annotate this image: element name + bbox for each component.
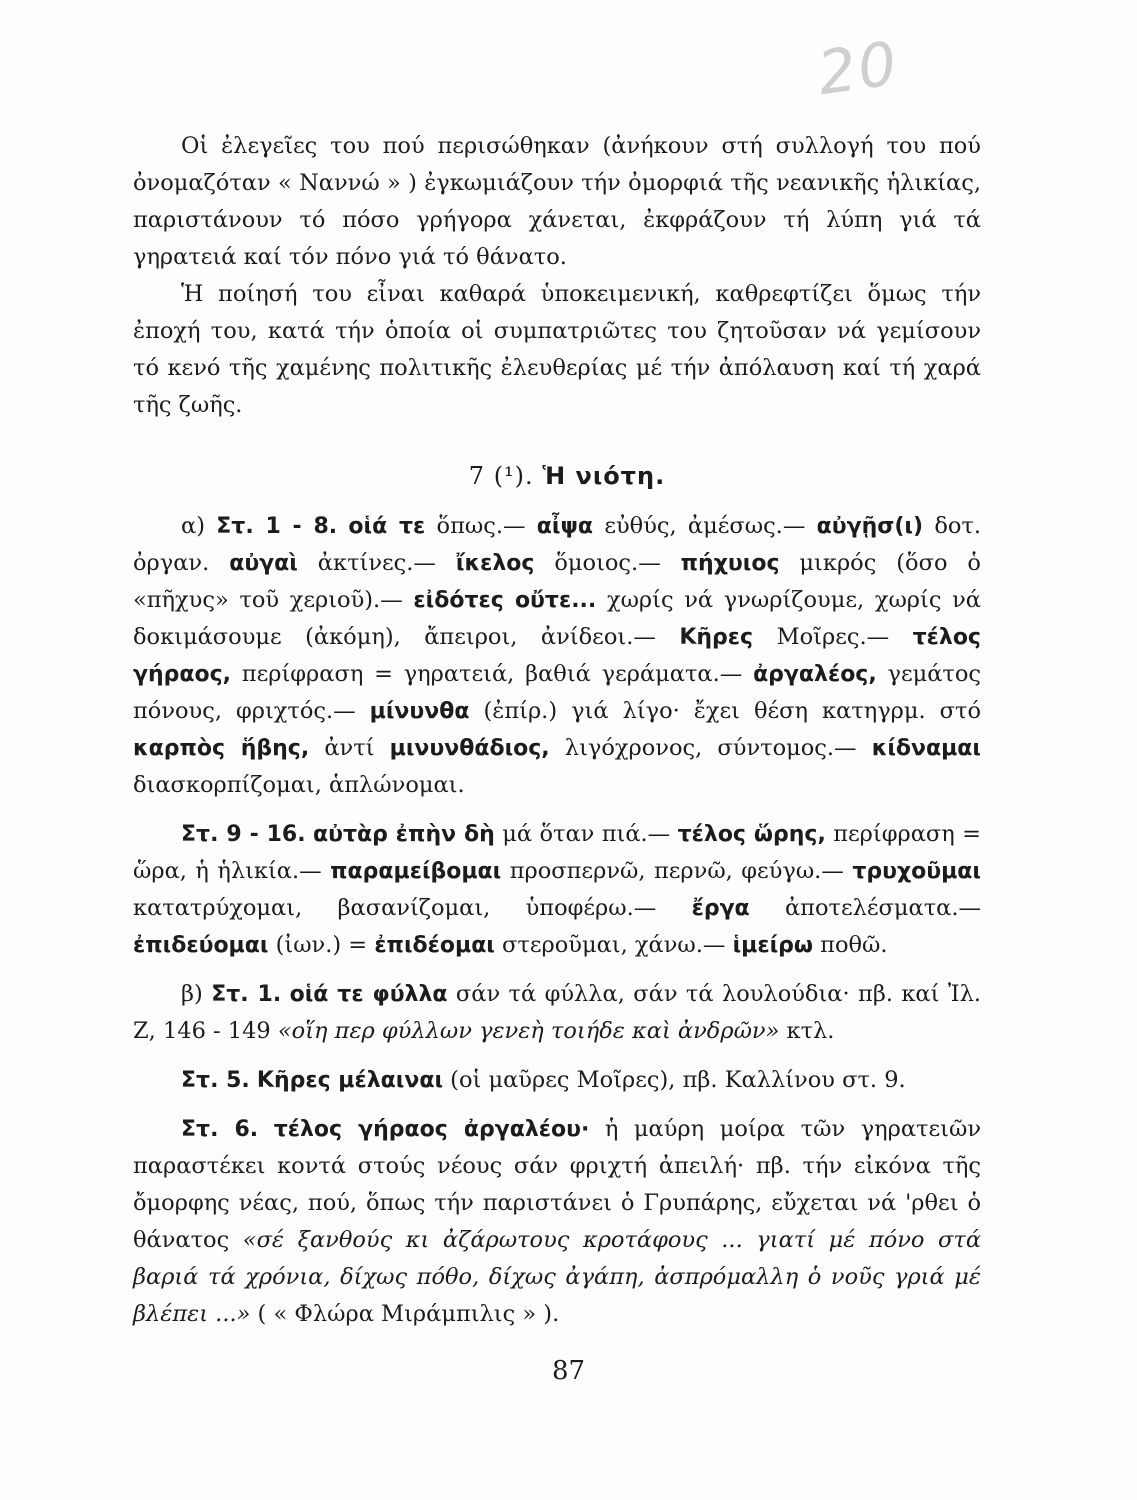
note-paragraph-a2 xyxy=(133,816,981,964)
gloss-text: ἀποτελέσματα.— xyxy=(749,895,981,921)
lemma-term: τρυχοῦμαι xyxy=(852,859,981,884)
gloss-text xyxy=(281,981,289,1007)
note-paragraph-c xyxy=(133,1062,981,1099)
intro-paragraph-1: Οἱ ἐλεγεῖες του πού περισώθηκαν (ἀνήκουν στή συλλογή του πού ὀνομαζόταν « Ναννώ » ) ἐγκωμιάζουν τήν ὀμορφιά τῆς νεανικῆς ἡλικίας, παριστάνουν τό πόσο γρήγορα χάνεται, ἐκφράζουν τή λύπη γιά τά γηρατειά καί τόν πόνο γιά τό θάνατο. xyxy=(133,133,981,270)
lemma-term: αἶψα xyxy=(536,514,594,539)
lemma-term: αὐγῇσ(ι) xyxy=(816,514,924,539)
note-paragraph-a xyxy=(133,508,981,804)
gloss-text: λιγόχρονος, σύντομος.— xyxy=(549,735,872,761)
gloss-text xyxy=(306,821,313,847)
lemma-term: ἐπιδεύομαι xyxy=(133,933,269,958)
gloss-text: κατατρύχομαι, βασανίζομαι, ὑποφέρω.— xyxy=(133,895,692,921)
lemma-term: κίδναμαι xyxy=(871,736,981,761)
note-paragraph-d xyxy=(133,1111,981,1333)
lemma-term: παραμείβομαι xyxy=(330,859,502,884)
section-number: 7 (¹). xyxy=(468,462,534,490)
section-title: Ἡ νιότη. xyxy=(542,462,666,490)
lemma-term: πήχυιος xyxy=(680,551,780,576)
lemma-term: Στ. 1 - 8. xyxy=(216,514,338,539)
lemma-term: ἔργα xyxy=(691,896,750,921)
gloss-text: ἡ μαύρη μοίρα τῶν γηρατειῶν παραστέκει κοντά στούς νέους σάν φριχτή ἀπειλή· πβ. τήν εἰκόνα τῆς ὄμορφης νέας, πού, ὅπως τήν παριστάνει ὁ Γρυπάρης, εὔχεται νά 'ρθει ὁ θάνατος xyxy=(133,1116,981,1253)
gloss-text: ὅπως.— xyxy=(425,513,537,539)
gloss-text: χωρίς νά γνωρίζουμε, χωρίς νά δοκιμάσουμε (ἀκόμη), ἄπειροι, ἀνίδεοι.— xyxy=(133,587,981,650)
lemma-term: οἱά τε φύλλα xyxy=(289,982,448,1007)
lemma-term: Στ. 6. xyxy=(181,1117,259,1142)
lemma-term: Στ. 9 - 16. xyxy=(181,822,306,847)
page-number: 87 xyxy=(551,1356,586,1386)
gloss-text: κτλ. xyxy=(779,1018,835,1044)
gloss-text: ἀκτίνες.— xyxy=(297,550,456,576)
gloss-text: περίφραση = ὥρα, ἡ ἡλικία.— xyxy=(133,821,982,884)
gloss-text: μά ὅταν πιά.— xyxy=(494,821,678,847)
lemma-term: Κῆρες xyxy=(679,625,754,650)
gloss-text: ἀντί xyxy=(309,735,390,761)
gloss-text: (ἐπίρ.) γιά λίγο· ἔχει θέση κατηγρμ. στό xyxy=(469,698,981,724)
intro-text xyxy=(133,128,981,424)
lemma-term: ἐπιδέομαι xyxy=(374,933,495,958)
intro-paragraph-2: Ἡ ποίησή του εἶναι καθαρά ὑποκειμενική, καθρεφτίζει ὅμως τήν ἐποχή του, κατά τήν ὁποία οἱ συμπατριῶτες του ζητοῦσαν νά γεμίσουν τό κενό τῆς χαμένης πολιτικῆς ἐλευθερίας μέ τήν ἀπόλαυση καί τή χαρά τῆς ζωῆς. xyxy=(133,281,981,418)
gloss-text: γεμάτος πόνους, φριχτός.— xyxy=(133,661,982,724)
gloss-text: ὅμοιος.— xyxy=(534,550,681,576)
lemma-term: καρπὸς ἥβης, xyxy=(133,736,310,761)
gloss-text: Μοῖρες.— xyxy=(753,624,913,650)
gloss-text: ποθῶ. xyxy=(813,932,888,958)
section-heading xyxy=(133,462,1001,490)
lemma-term: οἱά τε xyxy=(348,514,426,539)
lemma-term: εἰδότες οὔτε... xyxy=(413,588,597,613)
lemma-term: Κῆρες μέλαιναι xyxy=(256,1068,444,1093)
lemma-term: αὐγαὶ xyxy=(229,551,298,576)
gloss-text: δοτ. ὀργαν. xyxy=(133,513,982,576)
gloss-text: στεροῦμαι, χάνω.— xyxy=(494,932,733,958)
lemma-term: ἴκελος xyxy=(455,551,535,576)
commentary-notes xyxy=(133,508,981,1333)
gloss-text: σάν τά φύλλα, σάν τά λουλούδια· πβ. καί Ἰλ. Ζ, 146 - 149 xyxy=(133,981,981,1044)
lemma-term: τέλος γήραος ἀργαλέου· xyxy=(273,1117,590,1142)
gloss-text: προσπερνῶ, περνῶ, φεύγω.— xyxy=(501,858,853,884)
lemma-term: μίνυνθα xyxy=(369,699,470,724)
gloss-text: διασκορπίζομαι, ἁπλώνομαι. xyxy=(133,772,465,798)
gloss-text xyxy=(337,513,348,539)
gloss-text: (οἱ μαῦρες Μοῖρες), πβ. Καλλίνου στ. 9. xyxy=(443,1067,906,1093)
gloss-text xyxy=(258,1116,274,1142)
gloss-text: ( « Φλώρα Μιράμπιλις » ). xyxy=(250,1301,560,1327)
lemma-term: μινυνθάδιος, xyxy=(389,736,550,761)
lemma-term: ἱμείρω xyxy=(732,933,814,958)
gloss-text: μικρός (ὅσο ὁ «πῆχυς» τοῦ χεριοῦ).— xyxy=(133,550,981,613)
gloss-text: β) xyxy=(181,981,212,1007)
lemma-term: τέλος γήραος, xyxy=(133,625,981,687)
gloss-text: (ἰων.) = xyxy=(268,932,375,958)
quotation: «σέ ξανθούς κι ἀζάρωτους κροτάφους ... γιατί μέ πόνο στά βαριά τά χρόνια, δίχως πόθο, δίχως ἀγάπη, ἀσπρόμαλλη ὁ νοῦς γριά μέ βλέπει ...» xyxy=(133,1227,982,1327)
gloss-text: περίφραση = γηρατειά, βαθιά γεράματα.— xyxy=(231,661,754,687)
lemma-term: Στ. 5. xyxy=(181,1068,250,1093)
gloss-text xyxy=(250,1067,257,1093)
lemma-term: αὐτὰρ ἐπὴν δὴ xyxy=(313,822,495,847)
handwritten-page-mark: 20 xyxy=(813,28,903,110)
lemma-term: Στ. 1. xyxy=(211,982,282,1007)
quotation: «οἵη περ φύλλων γενεὴ τοιήδε καὶ ἀνδρῶν» xyxy=(277,1018,780,1044)
lemma-term: τέλος ὥρης, xyxy=(677,822,826,847)
gloss-text: α) xyxy=(181,513,217,539)
gloss-text: εὐθύς, ἀμέσως.— xyxy=(593,513,817,539)
lemma-term: ἀργαλέος, xyxy=(753,662,877,687)
note-paragraph-b xyxy=(133,976,981,1050)
